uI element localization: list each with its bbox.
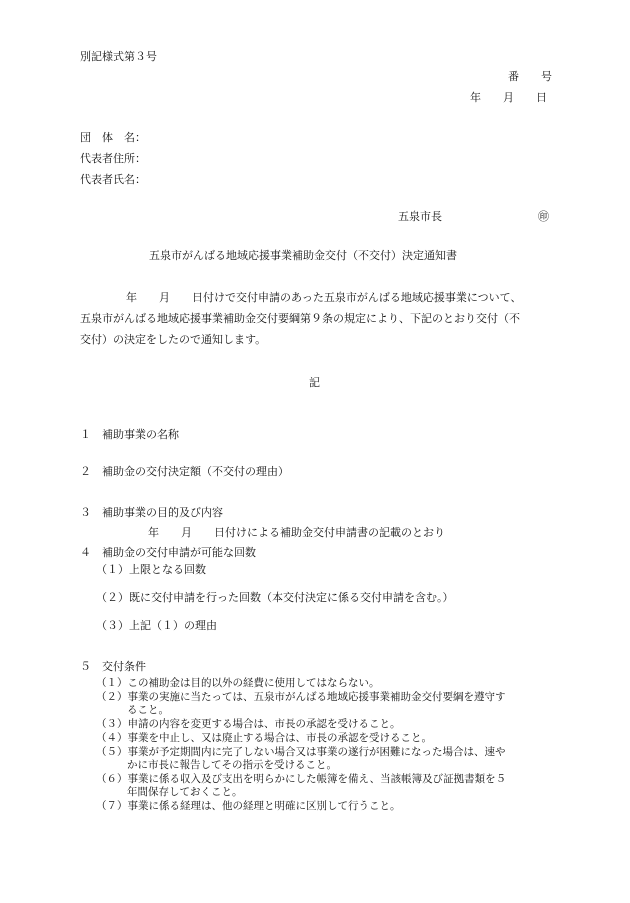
ki-heading: 記 <box>309 376 320 389</box>
item-3-note: 年 月 日付けによる補助金交付申請書の記載のとおり <box>148 526 445 539</box>
item-4-1: （１）上限となる回数 <box>96 563 206 576</box>
sender-name: 五泉市長 <box>398 210 442 223</box>
document-title: 五泉市がんばる地域応援事業補助金交付（不交付）決定通知書 <box>149 249 457 262</box>
recipient-name-label: 代表者氏名： <box>80 173 146 186</box>
recipient-org-label: 団 体 名： <box>80 131 146 144</box>
item-1: １ 補助事業の名称 <box>80 428 179 441</box>
document-date: 年 月 日 <box>470 91 547 104</box>
item-4-2: （２）既に交付申請を行った回数（本交付決定に係る交付申請を含む。） <box>96 591 454 604</box>
recipient-address-label: 代表者住所： <box>80 152 146 165</box>
form-label: 別記様式第３号 <box>80 50 157 63</box>
condition-1: （１）この補助金は目的以外の経費に使用してはならない。 <box>96 677 380 689</box>
item-5: ５ 交付条件 <box>80 660 146 673</box>
item-2: ２ 補助金の交付決定額（不交付の理由） <box>80 465 289 478</box>
condition-5-cont: かに市長に報告してその指示を受けること。 <box>127 759 337 771</box>
condition-4: （４）事業を中止し、又は廃止する場合は、市長の承認を受けること。 <box>96 732 432 744</box>
condition-6-cont: 年間保存しておくこと。 <box>127 786 243 798</box>
condition-2: （２）事業の実施に当たっては、五泉市がんばる地域応援事業補助金交付要綱を遵守す <box>96 691 506 703</box>
body-line-3: 交付）の決定をしたので通知します。 <box>80 333 267 346</box>
item-4-3: （３）上記（１）の理由 <box>96 619 217 632</box>
condition-5: （５）事業が予定期間内に完了しない場合又は事業の遂行が困難になった場合は、速や <box>96 746 506 758</box>
document-number: 番 号 <box>508 70 552 83</box>
item-3: ３ 補助事業の目的及び内容 <box>80 506 223 519</box>
seal-mark: ㊞ <box>538 210 549 223</box>
body-line-2: 五泉市がんばる地域応援事業補助金交付要綱第９条の規定により、下記のとおり交付（不 <box>80 312 520 325</box>
condition-6: （６）事業に係る収入及び支出を明らかにした帳簿を備え、当該帳簿及び証拠書類を５ <box>96 773 507 785</box>
condition-7: （７）事業に係る経理は、他の経理と明確に区別して行うこと。 <box>96 800 401 812</box>
condition-2-cont: ること。 <box>127 704 169 716</box>
item-4: ４ 補助金の交付申請が可能な回数 <box>80 546 256 559</box>
body-line-1: 年 月 日付けで交付申請のあった五泉市がんばる地域応援事業について、 <box>126 291 522 304</box>
condition-3: （３）申請の内容を変更する場合は、市長の承認を受けること。 <box>96 718 401 730</box>
